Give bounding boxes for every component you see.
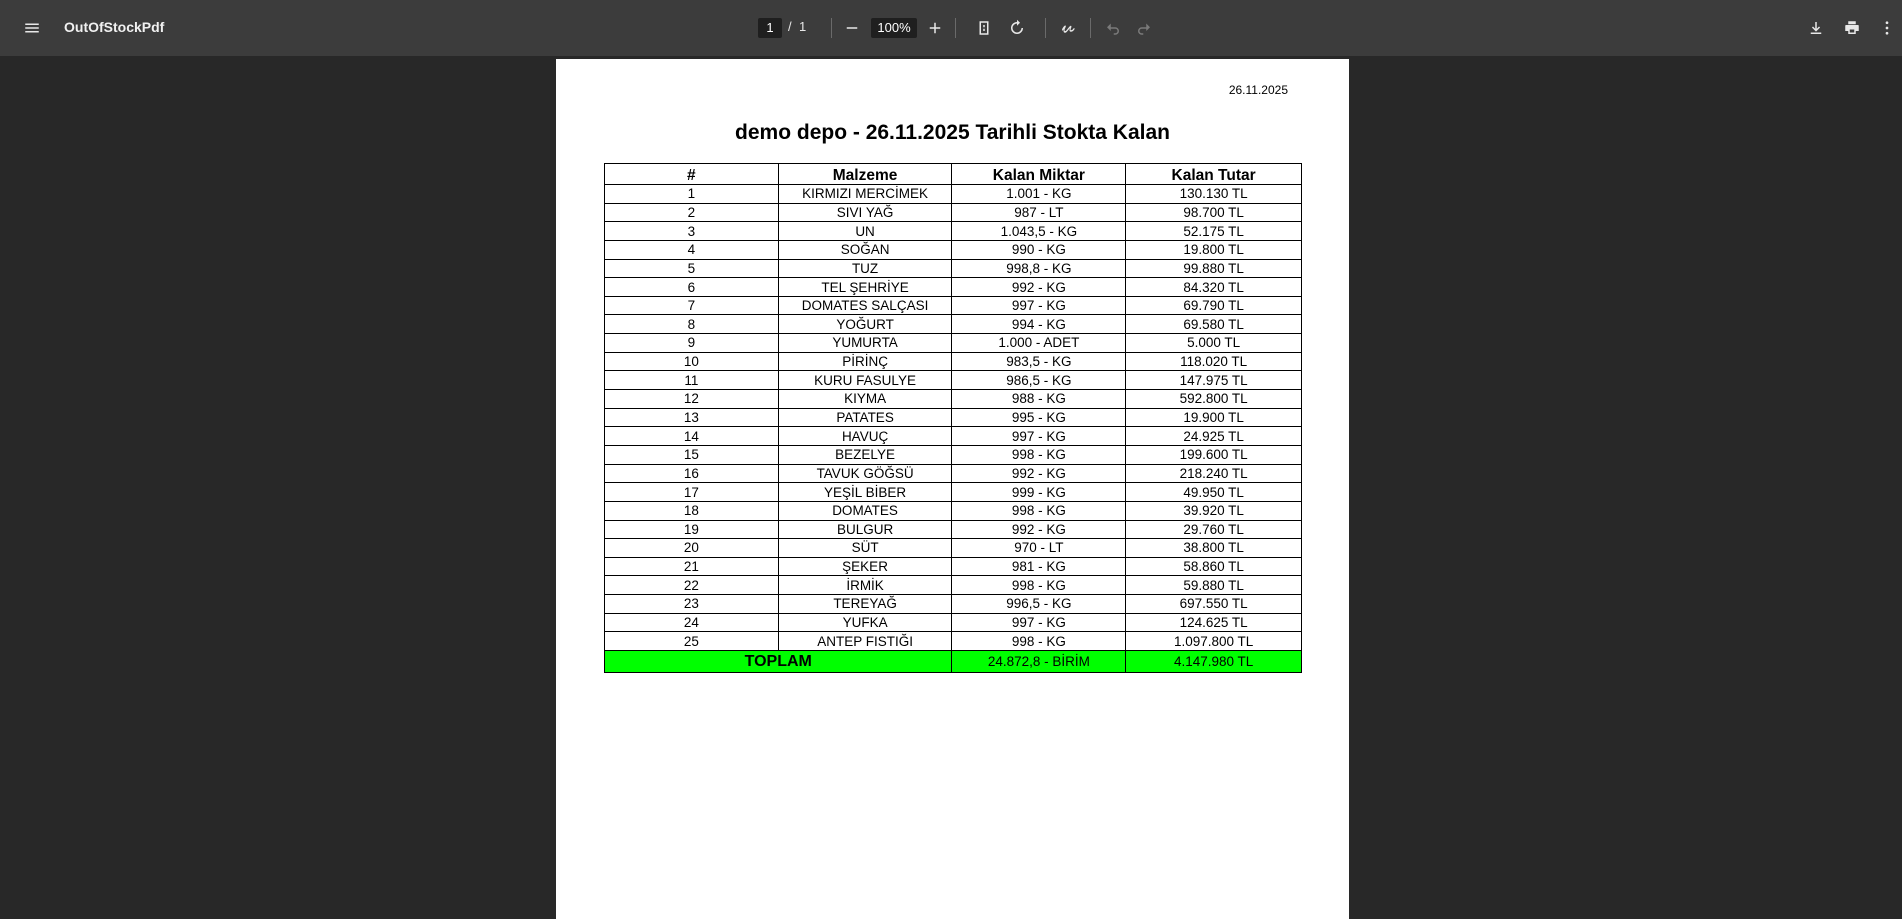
material-name: BULGUR (778, 520, 952, 539)
remaining-amount: 69.790 TL (1126, 296, 1302, 315)
column-header-amount: Kalan Tutar (1126, 164, 1302, 185)
row-number: 1 (605, 185, 779, 204)
more-options-button[interactable] (1873, 14, 1901, 42)
row-number: 25 (605, 632, 779, 651)
material-name: PİRİNÇ (778, 352, 952, 371)
remaining-quantity: 1.043,5 - KG (952, 222, 1126, 241)
table-row (605, 613, 1302, 632)
row-number: 13 (605, 408, 779, 427)
remaining-amount: 84.320 TL (1126, 278, 1302, 297)
zoom-out-icon (843, 19, 861, 37)
table-row (605, 632, 1302, 651)
print-icon (1843, 19, 1861, 37)
remaining-quantity: 992 - KG (952, 464, 1126, 483)
table-body (605, 185, 1302, 651)
remaining-amount: 199.600 TL (1126, 445, 1302, 464)
material-name: ŞEKER (778, 557, 952, 576)
remaining-amount: 592.800 TL (1126, 390, 1302, 409)
remaining-amount: 218.240 TL (1126, 464, 1302, 483)
remaining-quantity: 970 - LT (952, 539, 1126, 558)
table-row (605, 576, 1302, 595)
material-name: YEŞİL BİBER (778, 483, 952, 502)
row-number: 17 (605, 483, 779, 502)
remaining-quantity: 988 - KG (952, 390, 1126, 409)
column-header-material: Malzeme (778, 164, 952, 185)
remaining-amount: 5.000 TL (1126, 334, 1302, 353)
row-number: 18 (605, 501, 779, 520)
page-total: 1 (799, 19, 807, 34)
table-row (605, 296, 1302, 315)
remaining-quantity: 998,8 - KG (952, 259, 1126, 278)
row-number: 3 (605, 222, 779, 241)
material-name: SIVI YAĞ (778, 203, 952, 222)
material-name: YUFKA (778, 613, 952, 632)
table-row (605, 240, 1302, 259)
row-number: 21 (605, 557, 779, 576)
table-row (605, 539, 1302, 558)
material-name: TUZ (778, 259, 952, 278)
row-number: 15 (605, 445, 779, 464)
remaining-quantity: 997 - KG (952, 613, 1126, 632)
remaining-quantity: 981 - KG (952, 557, 1126, 576)
material-name: TEREYAĞ (778, 595, 952, 614)
row-number: 11 (605, 371, 779, 390)
download-button[interactable] (1802, 14, 1830, 42)
material-name: DOMATES (778, 501, 952, 520)
row-number: 12 (605, 390, 779, 409)
table-row (605, 408, 1302, 427)
remaining-amount: 697.550 TL (1126, 595, 1302, 614)
total-label: TOPLAM (605, 651, 952, 673)
remaining-amount: 69.580 TL (1126, 315, 1302, 334)
remaining-quantity: 992 - KG (952, 520, 1126, 539)
annotate-button[interactable] (1054, 14, 1082, 42)
material-name: DOMATES SALÇASI (778, 296, 952, 315)
remaining-amount: 130.130 TL (1126, 185, 1302, 204)
undo-button[interactable] (1099, 14, 1127, 42)
remaining-quantity: 990 - KG (952, 240, 1126, 259)
column-header-quantity: Kalan Miktar (952, 164, 1126, 185)
table-row (605, 203, 1302, 222)
page-number-input[interactable]: 1 (758, 18, 782, 38)
total-row (605, 651, 1302, 673)
total-amount: 4.147.980 TL (1126, 651, 1302, 673)
remaining-quantity: 998 - KG (952, 632, 1126, 651)
remaining-quantity: 992 - KG (952, 278, 1126, 297)
material-name: SOĞAN (778, 240, 952, 259)
remaining-quantity: 995 - KG (952, 408, 1126, 427)
remaining-quantity: 996,5 - KG (952, 595, 1126, 614)
row-number: 24 (605, 613, 779, 632)
table-row (605, 352, 1302, 371)
remaining-quantity: 1.000 - ADET (952, 334, 1126, 353)
column-header-number: # (605, 164, 779, 185)
table-row (605, 501, 1302, 520)
remaining-amount: 98.700 TL (1126, 203, 1302, 222)
row-number: 8 (605, 315, 779, 334)
zoom-in-button[interactable] (921, 14, 949, 42)
row-number: 20 (605, 539, 779, 558)
row-number: 16 (605, 464, 779, 483)
remaining-quantity: 1.001 - KG (952, 185, 1126, 204)
remaining-amount: 58.860 TL (1126, 557, 1302, 576)
table-row (605, 483, 1302, 502)
table-row (605, 315, 1302, 334)
remaining-quantity: 998 - KG (952, 501, 1126, 520)
report-title: demo depo - 26.11.2025 Tarihli Stokta Kalan (735, 121, 1170, 144)
material-name: KIYMA (778, 390, 952, 409)
remaining-quantity: 998 - KG (952, 576, 1126, 595)
material-name: SÜT (778, 539, 952, 558)
pdf-page (556, 59, 1349, 919)
toolbar-divider (955, 18, 956, 38)
table-row (605, 595, 1302, 614)
remaining-quantity: 994 - KG (952, 315, 1126, 334)
material-name: YOĞURT (778, 315, 952, 334)
table-row (605, 390, 1302, 409)
table-row (605, 222, 1302, 241)
material-name: TEL ŞEHRİYE (778, 278, 952, 297)
table-row (605, 427, 1302, 446)
remaining-amount: 19.900 TL (1126, 408, 1302, 427)
remaining-amount: 59.880 TL (1126, 576, 1302, 595)
zoom-out-button[interactable] (838, 14, 866, 42)
document-title: OutOfStockPdf (64, 19, 165, 35)
page-separator: / (788, 19, 792, 34)
row-number: 23 (605, 595, 779, 614)
material-name: HAVUÇ (778, 427, 952, 446)
remaining-amount: 24.925 TL (1126, 427, 1302, 446)
remaining-amount: 52.175 TL (1126, 222, 1302, 241)
zoom-input[interactable]: 100% (871, 18, 917, 38)
table-row (605, 445, 1302, 464)
more-icon (1878, 19, 1896, 37)
rotate-button[interactable] (1003, 14, 1031, 42)
pdf-viewer-area[interactable] (0, 56, 1902, 910)
menu-icon[interactable] (18, 14, 46, 42)
fit-page-button[interactable] (970, 14, 998, 42)
material-name: TAVUK GÖĞSÜ (778, 464, 952, 483)
table-row (605, 259, 1302, 278)
remaining-amount: 39.920 TL (1126, 501, 1302, 520)
remaining-quantity: 986,5 - KG (952, 371, 1126, 390)
material-name: PATATES (778, 408, 952, 427)
rotate-icon (1008, 19, 1026, 37)
fit-page-icon (975, 19, 993, 37)
row-number: 19 (605, 520, 779, 539)
material-name: BEZELYE (778, 445, 952, 464)
remaining-quantity: 998 - KG (952, 445, 1126, 464)
remaining-amount: 99.880 TL (1126, 259, 1302, 278)
remaining-amount: 19.800 TL (1126, 240, 1302, 259)
download-icon (1807, 19, 1825, 37)
remaining-amount: 29.760 TL (1126, 520, 1302, 539)
material-name: KIRMIZI MERCİMEK (778, 185, 952, 204)
row-number: 22 (605, 576, 779, 595)
row-number: 6 (605, 278, 779, 297)
table-row (605, 520, 1302, 539)
annotate-icon (1059, 19, 1077, 37)
toolbar-divider (831, 18, 832, 38)
table-row (605, 557, 1302, 576)
stock-table (604, 163, 1302, 673)
table-row (605, 278, 1302, 297)
table-row (605, 185, 1302, 204)
material-name: ANTEP FISTIĞI (778, 632, 952, 651)
material-name: İRMİK (778, 576, 952, 595)
row-number: 10 (605, 352, 779, 371)
remaining-quantity: 987 - LT (952, 203, 1126, 222)
remaining-amount: 1.097.800 TL (1126, 632, 1302, 651)
row-number: 5 (605, 259, 779, 278)
zoom-in-icon (926, 19, 944, 37)
remaining-amount: 124.625 TL (1126, 613, 1302, 632)
row-number: 9 (605, 334, 779, 353)
table-row (605, 334, 1302, 353)
remaining-quantity: 999 - KG (952, 483, 1126, 502)
remaining-quantity: 997 - KG (952, 296, 1126, 315)
total-quantity: 24.872,8 - BİRİM (952, 651, 1126, 673)
remaining-amount: 49.950 TL (1126, 483, 1302, 502)
table-row (605, 464, 1302, 483)
material-name: KURU FASULYE (778, 371, 952, 390)
toolbar-divider (1090, 18, 1091, 38)
material-name: UN (778, 222, 952, 241)
undo-icon (1104, 19, 1122, 37)
remaining-amount: 147.975 TL (1126, 371, 1302, 390)
redo-button[interactable] (1130, 14, 1158, 42)
document-date: 26.11.2025 (1228, 83, 1288, 97)
remaining-quantity: 997 - KG (952, 427, 1126, 446)
row-number: 14 (605, 427, 779, 446)
table-header-row (605, 164, 1302, 185)
print-button[interactable] (1838, 14, 1866, 42)
remaining-quantity: 983,5 - KG (952, 352, 1126, 371)
remaining-amount: 118.020 TL (1126, 352, 1302, 371)
remaining-amount: 38.800 TL (1126, 539, 1302, 558)
row-number: 2 (605, 203, 779, 222)
material-name: YUMURTA (778, 334, 952, 353)
pdf-toolbar (0, 0, 1902, 56)
redo-icon (1135, 19, 1153, 37)
table-row (605, 371, 1302, 390)
row-number: 7 (605, 296, 779, 315)
row-number: 4 (605, 240, 779, 259)
toolbar-divider (1045, 18, 1046, 38)
